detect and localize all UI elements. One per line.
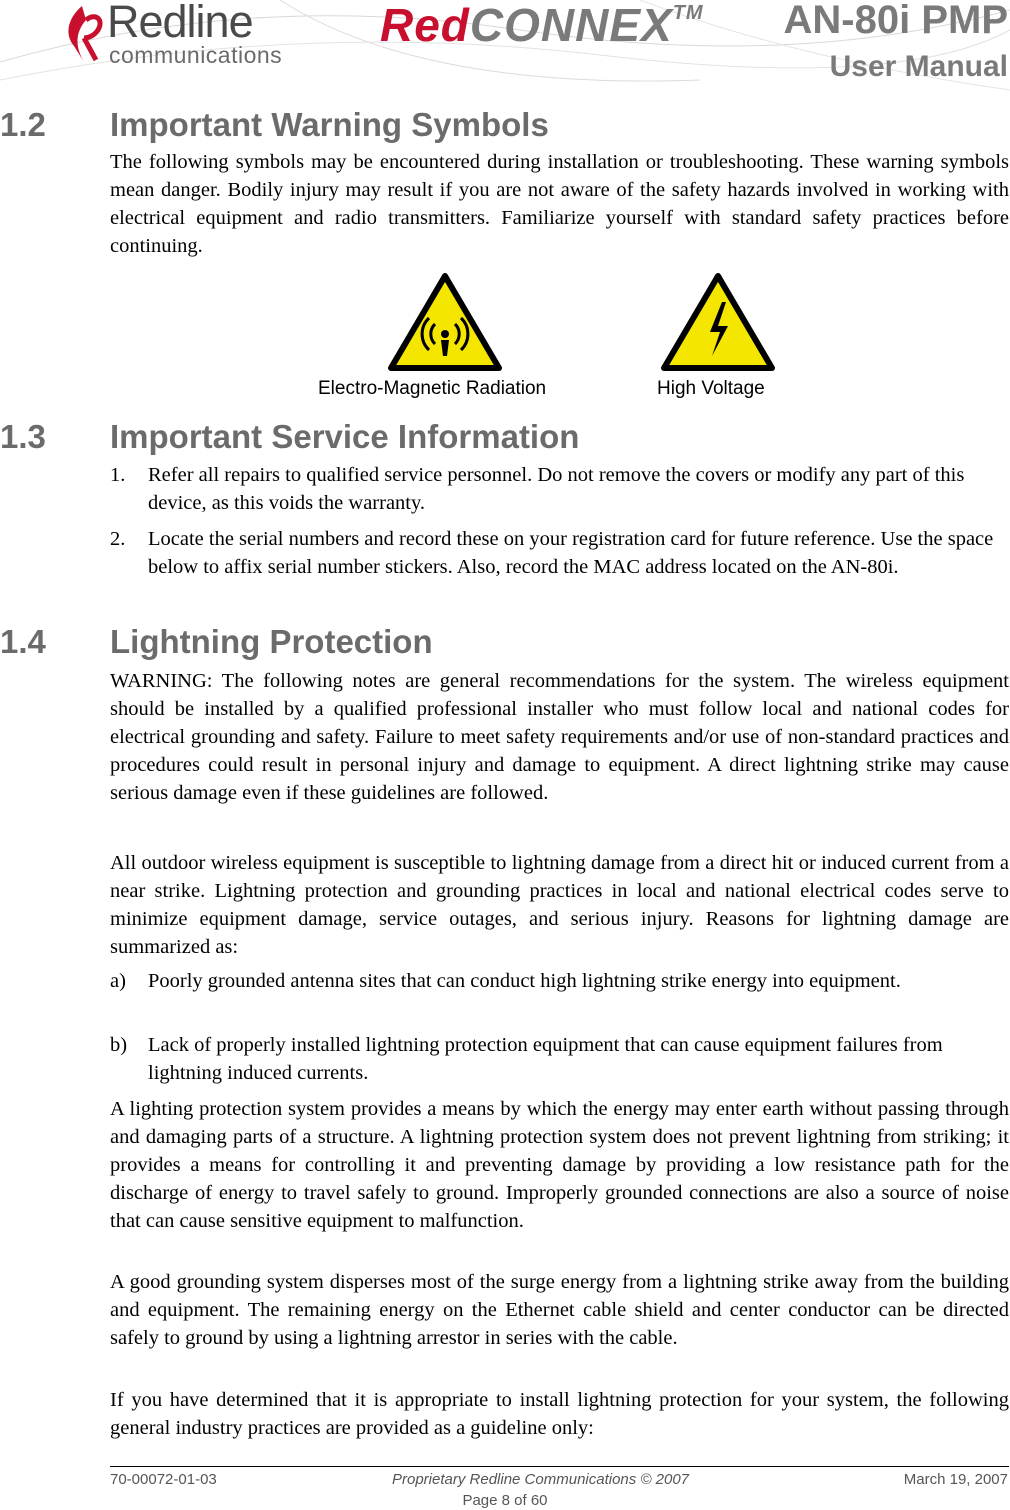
- lightning-paragraph-2: All outdoor wireless equipment is susceptible to lightning damage from a direct hit or induced current from a near strike. Lightning protection and grounding practices in local and national electrical codes serve to minimize equipment damage, service outages, and serious injury. Reasons for lightning damage are summarized as:: [110, 852, 1009, 958]
- logo-name: Redline: [107, 0, 253, 47]
- footer-page-number: Page 8 of 60: [462, 1492, 548, 1509]
- footer-divider: [110, 1466, 1009, 1467]
- list-item: [110, 461, 1009, 517]
- brand-red-part: Red: [380, 0, 470, 51]
- list-marker: 2.: [110, 528, 126, 550]
- radiation-caption: Electro-Magnetic Radiation: [318, 378, 547, 399]
- section-number: 1.2: [0, 106, 46, 143]
- list-text: Refer all repairs to qualified service personnel. Do not remove the covers or modify any part of this device, as this voids the warranty.: [148, 464, 965, 514]
- brand-title: [380, 0, 704, 52]
- lightning-paragraph-5: If you have determined that it is appropriate to install lightning protection for your system, the following general industry practices are provided as a guideline only:: [110, 1389, 1009, 1439]
- warning-intro-paragraph: The following symbols may be encountered during installation or troubleshooting. These warning symbols mean danger. Bodily injury may result if you are not aware of the safety hazards involved in working with electrical equipment and radio transmitters. Familiarize yourself with standard safety practices before continuing.: [110, 151, 1009, 257]
- section-number: 1.3: [0, 418, 46, 455]
- footer-proprietary: Proprietary Redline Communications © 2007: [392, 1471, 690, 1488]
- section-title: Important Service Information: [110, 418, 580, 455]
- product-name: AN-80i PMP: [783, 0, 1008, 42]
- section-title: Lightning Protection: [110, 623, 433, 660]
- list-item: [110, 1031, 1009, 1087]
- list-item: [110, 525, 1009, 581]
- list-marker: 1.: [110, 464, 126, 486]
- footer-doc-number: 70-00072-01-03: [110, 1471, 217, 1488]
- footer-date: March 19, 2007: [903, 1471, 1008, 1488]
- list-marker: b): [110, 1034, 128, 1056]
- radiation-warning-icon: [387, 272, 503, 372]
- high-voltage-warning-icon: [660, 272, 776, 372]
- section-heading-1-3: [0, 418, 579, 456]
- list-marker: a): [110, 970, 126, 992]
- high-voltage-caption: High Voltage: [657, 378, 765, 399]
- lightning-paragraph-3: A lighting protection system provides a means by which the energy may enter earth without passing through and damaging parts of a structure. A lightning protection system does not prevent lightning from striking; it provides a means for controlling it and preventing damage by providing a low resistance path for the discharge of energy to travel safely to ground. Improperly grounded connections are also a source of noise that can cause sensitive equipment to malfunction.: [110, 1098, 1009, 1232]
- trademark: TM: [672, 2, 704, 24]
- section-number: 1.4: [0, 623, 46, 660]
- warning-paragraph: WARNING: The following notes are general recommendations for the system. The wireless equipment should be installed by a qualified professional installer who must follow local and national codes for electrical grounding and safety. Failure to meet safety requirements and/or use of non-standard practices and procedures could result in personal injury and damage to equipment. A direct lightning strike may cause serious damage even if these guidelines are followed.: [110, 670, 1009, 804]
- list-text: Poorly grounded antenna sites that can conduct high lightning strike energy into equipment.: [148, 970, 901, 992]
- list-item: [110, 967, 1009, 995]
- section-heading-1-2: [0, 106, 549, 144]
- logo-subtitle: communications: [109, 42, 283, 68]
- redline-logo-icon: [62, 4, 106, 66]
- brand-grey-part: CONNEX: [469, 0, 673, 51]
- list-text: Locate the serial numbers and record these on your registration card for future reference. Use the space below to affix serial number stickers. Also, record the MAC address located on the AN-80i.: [148, 528, 994, 578]
- lightning-paragraph-4: A good grounding system disperses most of the surge energy from a lightning strike away from the building and equipment. The remaining energy on the Ethernet cable shield and center conductor can be directed safely to ground by using a lightning arrestor in series with the cable.: [110, 1271, 1009, 1349]
- manual-title: User Manual: [829, 50, 1008, 83]
- section-title: Important Warning Symbols: [110, 106, 549, 143]
- list-text: Lack of properly installed lightning protection equipment that can cause equipment failures from lightning induced currents.: [148, 1034, 943, 1084]
- section-heading-1-4: [0, 623, 433, 661]
